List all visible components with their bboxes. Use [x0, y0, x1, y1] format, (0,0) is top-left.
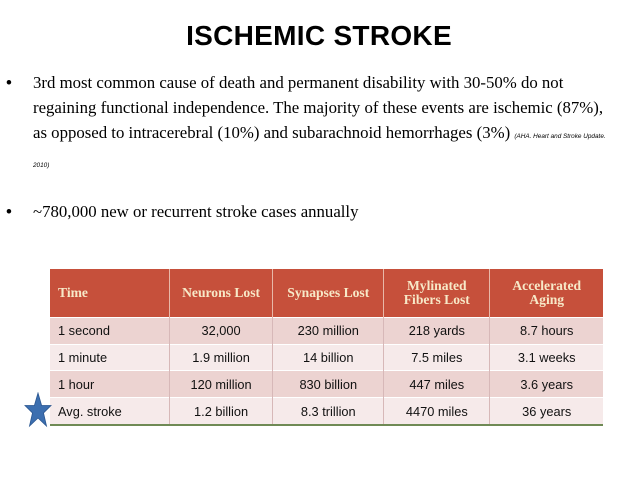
bullet-text-2: ~780,000 new or recurrent stroke cases annually	[33, 202, 359, 221]
cell-time: 1 hour	[50, 371, 169, 398]
table-row	[50, 398, 603, 425]
bullet-item-1	[6, 70, 621, 178]
cell-fibers: 218 yards	[384, 318, 490, 345]
cell-time: 1 second	[50, 318, 169, 345]
table-row	[50, 344, 603, 371]
header-accelerated-aging: Accelerated Aging	[490, 269, 603, 318]
slide-title: ISCHEMIC STROKE	[186, 20, 452, 51]
cell-fibers: 4470 miles	[384, 398, 490, 425]
cell-synapses: 14 billion	[273, 344, 384, 371]
cell-time: 1 minute	[50, 344, 169, 371]
cell-aging: 36 years	[490, 398, 603, 425]
bullet-dot: •	[6, 73, 12, 92]
cell-time: Avg. stroke	[50, 398, 169, 425]
header-mylinated-fibers-lost: Mylinated Fibers Lost	[384, 269, 490, 318]
cell-aging: 3.6 years	[490, 371, 603, 398]
header-time: Time	[50, 269, 169, 318]
cell-neurons: 120 million	[169, 371, 273, 398]
cell-aging: 8.7 hours	[490, 318, 603, 345]
bullet-item-2	[6, 199, 621, 224]
cell-neurons: 1.2 billion	[169, 398, 273, 425]
cell-fibers: 7.5 miles	[384, 344, 490, 371]
star-icon	[24, 392, 52, 428]
table-row	[50, 371, 603, 398]
header-neurons-lost: Neurons Lost	[169, 269, 273, 318]
citation-text: (AHA. Heart and Stroke Update. 2010)	[33, 133, 606, 169]
cell-synapses: 830 billion	[273, 371, 384, 398]
cell-neurons: 1.9 million	[169, 344, 273, 371]
bullet-text-1: 3rd most common cause of death and permanent disability with 30-50% do not regaining functional independence. The majority of these events are ischemic (87%), as opposed to intracerebral (10%) and subarachnoid hemorrhages (3%)	[33, 73, 604, 142]
cell-synapses: 8.3 trillion	[273, 398, 384, 425]
cell-neurons: 32,000	[169, 318, 273, 345]
bullet-list	[6, 70, 621, 224]
cell-fibers: 447 miles	[384, 371, 490, 398]
cell-synapses: 230 million	[273, 318, 384, 345]
table-row	[50, 318, 603, 345]
cell-aging: 3.1 weeks	[490, 344, 603, 371]
stroke-loss-table	[50, 269, 603, 426]
header-synapses-lost: Synapses Lost	[273, 269, 384, 318]
table-header-row	[50, 269, 603, 318]
bullet-dot: •	[6, 202, 12, 221]
